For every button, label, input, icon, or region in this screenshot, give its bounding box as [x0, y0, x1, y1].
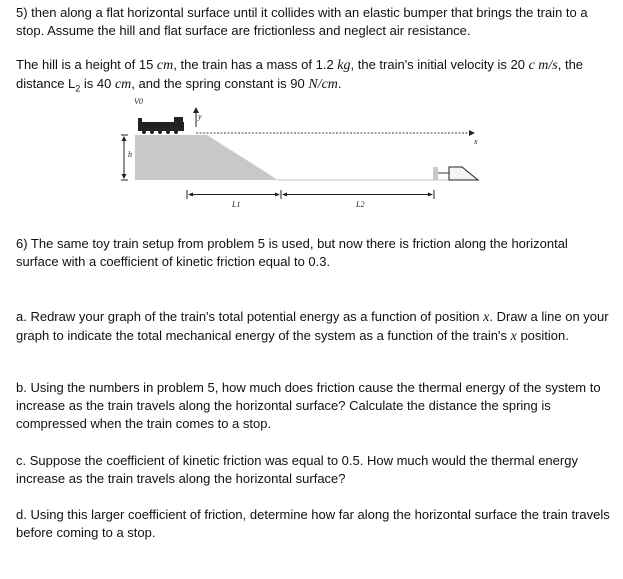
problem5-intro: 5) then along a flat horizontal surface until it collides with an elastic bumper that brings the train to a stop. Assume the hill and flat surface are frictionless and neglect air resistance. [16, 5, 588, 38]
given-text-7: . [337, 76, 342, 91]
hill-shape [135, 135, 278, 180]
unit-n-per-cm: N/cm [308, 77, 338, 92]
height-label: h [128, 150, 132, 159]
train-icon [138, 117, 184, 134]
given-text-6: , and the spring constant is 90 [131, 76, 309, 91]
unit-cm-1: cm [156, 58, 174, 73]
given-text-2: , the train has a mass of 1.2 [173, 57, 338, 72]
y-axis-label: y [198, 112, 202, 121]
problem6-part-a [16, 308, 611, 346]
l2-dimension [282, 190, 434, 199]
problem6-part-c: c. Suppose the coefficient of kinetic friction was equal to 0.5. How much would the thermal energy increase as the train travels along the horizontal surface? [16, 453, 578, 486]
l1-dimension [187, 190, 281, 199]
given-text-3: , the train's initial velocity is 20 [350, 57, 529, 72]
spring-bumper [433, 167, 478, 180]
problem6-part-d: d. Using this larger coefficient of friction, determine how far along the horizontal surface the train travels before coming to a stop. [16, 507, 610, 540]
l1-label: L1 [232, 200, 241, 209]
given-subscript-2: 2 [75, 83, 81, 94]
part-a-var-x-1: x [483, 310, 490, 325]
part-a-var-x-2: x [510, 329, 517, 344]
part-a-text-2: . Draw a line on your graph to indicate the total mechanical energy of the system as a function of the train's [16, 309, 609, 343]
part-a-text-3: position. [516, 328, 569, 343]
part-a-text-1: a. Redraw your graph of the train's total potential energy as a function of position [16, 309, 484, 324]
given-text-5: is 40 [80, 76, 115, 91]
given-text-1: The hill is a height of 15 [16, 57, 157, 72]
train-hill-diagram [110, 95, 490, 215]
height-marker [121, 135, 128, 180]
v0-label: V0 [134, 97, 143, 106]
given-text-4: , the distance L [16, 57, 584, 91]
unit-kg: kg [337, 58, 351, 73]
l2-label: L2 [356, 200, 365, 209]
unit-cm-per-s: c m/s [528, 58, 558, 73]
unit-cm-2: cm [114, 77, 132, 92]
problem5-given-values [16, 56, 611, 98]
x-axis-label: x [474, 137, 478, 146]
problem6-part-b: b. Using the numbers in problem 5, how much does friction cause the thermal energy of the system to increase as the train travels along the horizontal surface? Calculate the distance the spring is compressed when the train comes to a stop. [16, 380, 601, 431]
problem6-intro: 6) The same toy train setup from problem 5 is used, but now there is friction along the horizontal surface with a coefficient of kinetic friction equal to 0.3. [16, 236, 568, 269]
